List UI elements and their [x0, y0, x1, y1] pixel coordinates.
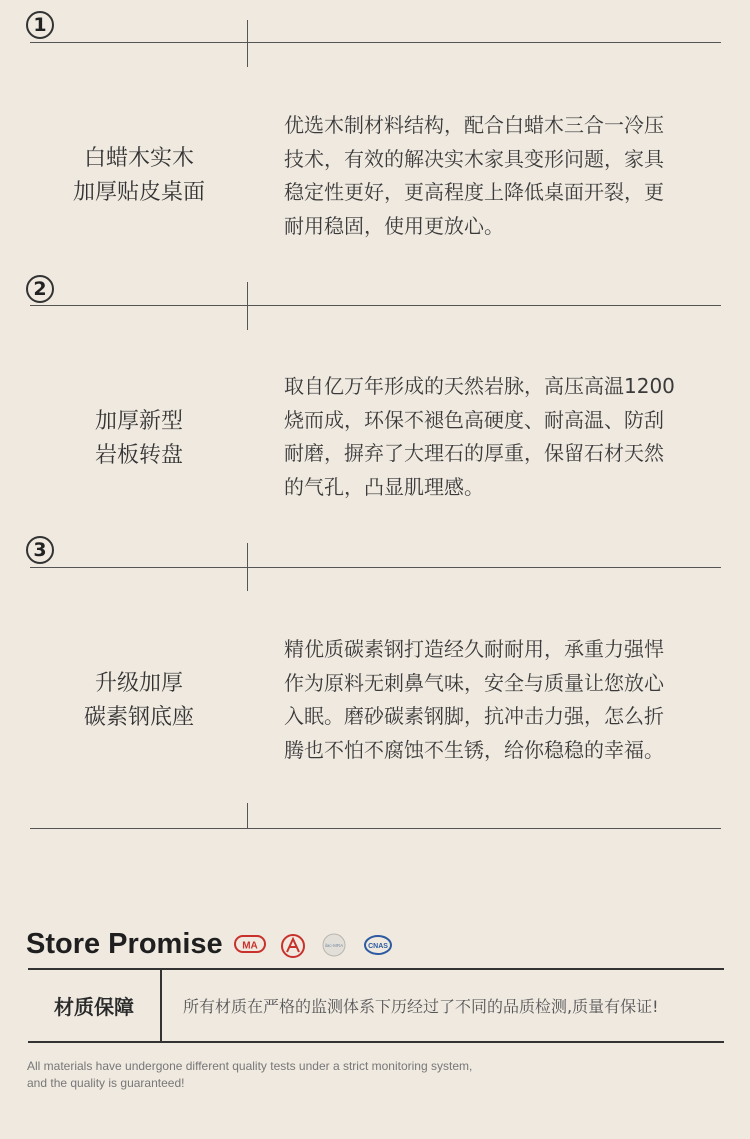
- footnote-line: and the quality is guaranteed!: [27, 1076, 185, 1090]
- section-divider: [30, 42, 721, 43]
- description-line: 的气孔，凸显肌理感。: [284, 474, 484, 499]
- promise-box-text: 所有材质在严格的监测体系下历经过了不同的品质检测,质量有保证!: [183, 997, 659, 1016]
- feature-title: [30, 142, 248, 210]
- feature-title-line: 碳素钢底座: [83, 705, 194, 730]
- section-number-1: 1: [26, 11, 54, 39]
- cma-certification-icon: [234, 933, 266, 955]
- description-line: 优选木制材料结构，配合白蜡木三合一冷压: [284, 113, 664, 137]
- promise-footnote: [27, 1058, 587, 1092]
- section-tick: [247, 282, 248, 330]
- section-tick: [247, 20, 248, 67]
- cnas-certification-icon: [363, 933, 393, 957]
- section-tick: [247, 543, 248, 591]
- feature-description: [284, 109, 714, 243]
- feature-description: [284, 370, 714, 504]
- section-divider: [30, 305, 721, 306]
- feature-title: [30, 667, 248, 735]
- section-number-2: 2: [26, 275, 54, 303]
- section-divider: [30, 567, 721, 568]
- description-line: 耐磨，摒弃了大理石的厚重，保留石材天然: [284, 441, 664, 465]
- promise-box-separator: [160, 970, 162, 1041]
- feature-description: [284, 633, 714, 767]
- feature-title: [30, 405, 248, 473]
- section-tick: [247, 803, 248, 828]
- footnote-line: All materials have undergone different quality tests under a strict monitoring system,: [27, 1059, 473, 1073]
- description-line: 耐用稳固，使用更放心。: [284, 213, 504, 238]
- description-line: 作为原料无刺鼻气味，安全与质量让您放心: [284, 670, 664, 695]
- store-promise-title: Store Promise: [26, 928, 223, 960]
- description-line: 入眠。磨砂碳素钢脚，抗冲击力强，怎么折: [284, 704, 664, 728]
- description-line: 精优质碳素钢打造经久耐耐用，承重力强悍: [284, 637, 664, 661]
- feature-title-line: 加厚贴皮桌面: [72, 180, 205, 205]
- feature-title-line: 加厚新型: [94, 409, 183, 434]
- feature-title-line: 白蜡木实木: [83, 146, 194, 171]
- description-line: 烧而成，环保不褪色高硬度、耐高温、防刮: [284, 407, 664, 432]
- svg-text:CNAS: CNAS: [368, 943, 388, 950]
- feature-title-line: 升级加厚: [94, 671, 183, 696]
- ilac-mra-certification-icon: [322, 933, 346, 957]
- feature-title-line: 岩板转盘: [94, 443, 183, 468]
- section-divider: [30, 828, 721, 829]
- cal-certification-icon: [279, 933, 307, 959]
- svg-text:MA: MA: [242, 940, 258, 952]
- description-line: 稳定性更好，更高程度上降低桌面开裂，更: [284, 180, 664, 204]
- promise-box-label: 材质保障: [54, 995, 134, 1019]
- promise-box-bottom-border: [28, 1041, 724, 1043]
- description-line: 腾也不怕不腐蚀不生锈，给你稳稳的幸福。: [284, 737, 664, 762]
- svg-text:ilac-MRA: ilac-MRA: [324, 943, 344, 948]
- description-line: 技术，有效的解决实木家具变形问题，家具: [284, 146, 664, 171]
- section-number-3: 3: [26, 536, 54, 564]
- description-line: 取自亿万年形成的天然岩脉，高压高温1200: [284, 374, 675, 398]
